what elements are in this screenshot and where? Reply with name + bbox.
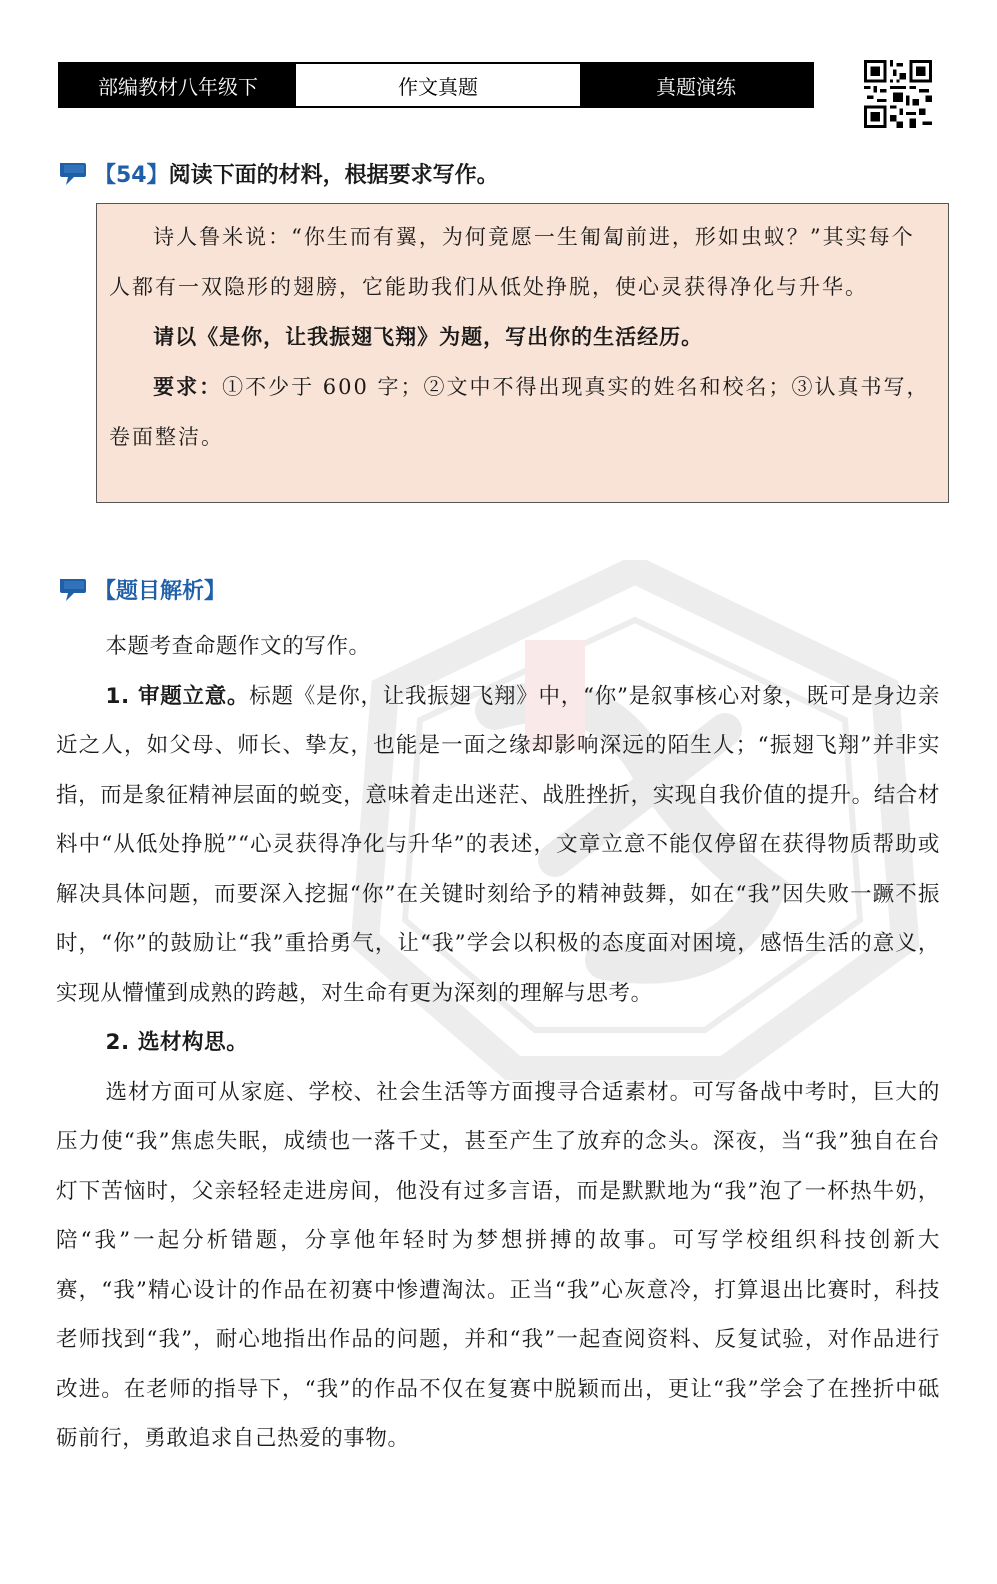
writing-prompt: 请以《是你，让我振翅飞翔》为题，写出你的生活经历。 [153, 325, 704, 349]
requirements-label: 要求： [153, 375, 223, 399]
question-heading [58, 158, 499, 189]
material-box [96, 203, 949, 503]
material-quote: 诗人鲁米说：“你生而有翼，为何竟愿一生匍匐前进，形如虫蚁？”其实每个人都有一双隐形的翅膀，它能助我们从低处挣脱，使心灵获得净化与升华。 [109, 225, 915, 299]
analysis-heading [58, 574, 226, 605]
section-1-title: 1. 审题立意。 [105, 683, 250, 709]
analysis-label: 【题目解析】 [94, 579, 227, 604]
analysis-section-1 [56, 672, 940, 1019]
section-1-text: 标题《是你，让我振翅飞翔》中，“你”是叙事核心对象，既可是身边亲近之人，如父母、师长、挚友，也能是一面之缘却影响深远的陌生人；“振翅飞翔”并非实指，而是象征精神层面的蜕变，意味着走出迷茫、战胜挫折，实现自我价值的提升。结合材料中“从低处挣脱”“心灵获得净化与升华”的表述，文章立意不能仅停留在获得物质帮助或解决具体问题，而要深入挖掘“你”在关键时刻给予的精神鼓舞，如在“我”因失败一蹶不振时，“你”的鼓励让“我”重拾勇气，让“我”学会以积极的态度面对困境，感悟生活的意义，实现从懵懂到成熟的跨越，对生命有更为深刻的理解与思考。 [56, 683, 941, 1006]
header-grade-label: 部编教材八年级下 [60, 64, 296, 106]
question-number: 【54】 [94, 163, 169, 188]
speech-flag-icon [58, 161, 88, 187]
header-bar [58, 62, 814, 108]
section-2-title: 2. 选材构思。 [105, 1030, 249, 1055]
speech-flag-icon [58, 577, 88, 603]
section-2-text: 选材方面可从家庭、学校、社会生活等方面搜寻合适素材。可写备战中考时，巨大的压力使“我”焦虑失眠，成绩也一落千丈，甚至产生了放弃的念头。深夜，当“我”独自在台灯下苦恼时，父亲轻轻走进房间，他没有过多言语，而是默默地为“我”泡了一杯热牛奶，陪“我”一起分析错题，分享他年轻时为梦想拼搏的故事。可写学校组织科技创新大赛，“我”精心设计的作品在初赛中惨遭淘汰。正当“我”心灰意冷，打算退出比赛时，科技老师找到“我”，耐心地指出作品的问题，并和“我”一起查阅资料、反复试验，对作品进行改进。在老师的指导下，“我”的作品不仅在复赛中脱颖而出，更让“我”学会了在挫折中砥砺前行，勇敢追求自己热爱的事物。 [56, 1079, 940, 1451]
analysis-section-2-title [56, 1018, 940, 1068]
requirements [109, 362, 936, 462]
analysis-body [56, 622, 940, 1464]
requirements-text: ①不少于 600 字；②文中不得出现真实的姓名和校名；③认真书写，卷面整洁。 [109, 375, 930, 449]
analysis-intro: 本题考查命题作文的写作。 [105, 634, 371, 659]
question-instruction: 阅读下面的材料，根据要求写作。 [168, 163, 499, 188]
header-section-label: 真题演练 [580, 64, 812, 106]
header-category-label: 作文真题 [296, 64, 580, 106]
qr-code-icon [864, 60, 932, 128]
